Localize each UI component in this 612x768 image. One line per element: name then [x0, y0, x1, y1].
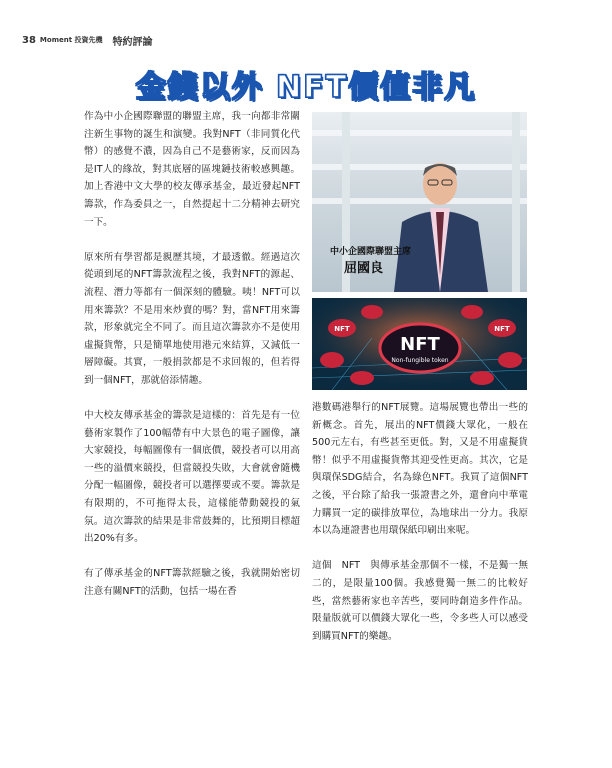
- section-label: 特約評論: [112, 36, 153, 48]
- caption-role: 中小企國際聯盟主席: [330, 247, 412, 257]
- article-title: 金錢以外 NFT價值非凡: [135, 70, 477, 105]
- nft-sub-label: Non-fungible token: [391, 357, 449, 364]
- article-paragraph: 港數碼港舉行的NFT展覽。這場展覽也帶出一些的新概念。首先，展出的NFT價錢大眾化，一般在500元左右，有些甚至更低。對，又是不用虛擬貨幣！似乎不用虛擬貨幣其迎受性更高。其次，它是與環保SDG結合，名為綠色NFT。我買了這個NFT之後，平台除了給我一張證書之外，還會向中華電力購買一定的碳排放單位，為地球出一分力。我原本以為連證書也用環保紙印刷出來呢。: [312, 402, 528, 537]
- caption-name: 屈國良: [344, 261, 384, 276]
- article-paragraph: 有了傳承基金的NFT籌款經驗之後，我就開始密切注意有關NFT的活動，包括一場在香: [84, 568, 300, 598]
- article-paragraph: 原來所有學習都是親歷其境，才最透徹。經過這次從頭到尾的NFT籌款流程之後，我對NFT的源起、流程、潛力等都有一個深刻的體驗。咦！NFT可以用來籌款？不是用來炒賣的嗎？對，當NFT用來籌款，形象就完全不同了。而且這次籌款亦不是使用虛擬貨幣，只是簡單地使用港元來結算，又減低一層障礙。其實，一般捐款都是不求回報的，但若得到一個NFT，那就倍添情趣。: [84, 251, 300, 386]
- nft-illustration: [312, 298, 527, 390]
- page-header: [22, 33, 153, 47]
- page-number: 38: [22, 34, 36, 46]
- photo-caption: [330, 244, 450, 276]
- nft-main-label: NFT: [400, 334, 440, 355]
- magazine-brand: Moment 投資先機: [39, 36, 103, 44]
- portrait-photo: [312, 112, 527, 292]
- article-left-column: [84, 108, 300, 618]
- coin-label: NFT: [334, 325, 350, 333]
- article-paragraph: 作為中小企國際聯盟的聯盟主席，我一向都非常關注新生事物的誕生和演變。我對NFT（非同質化代幣）的感覺不濃，因為自己不是藝術家，反而因為是IT人的緣故，對其底層的區塊鏈技術較感興趣。加上香港中文大學的校友傳承基金，最近發起NFT籌款，作為委員之一，自然提起十二分精神去研究一下。: [84, 111, 300, 228]
- article-paragraph: 中大校友傳承基金的籌款是這樣的：首先是有一位藝術家製作了100幅帶有中大景色的電子圖像，讓大家競投，每幅圖像有一個底價，競投者可以用高一些的溢價來競投，但當競投失敗，大會就會隨機分配一幅圖像，競投者可以選擇要或不要。籌款是有限期的，不可拖得太長，這樣能帶動競投的氣氛。這次籌款的結果是非常鼓舞的，比預期目標超出20%有多。: [84, 410, 300, 545]
- coin-label: NFT: [494, 325, 510, 333]
- article-paragraph: 這個 NFT 與傳承基金那個不一樣，不是獨一無二的，是限量100個。我感覺獨一無二的比較好些，當然藝術家也辛苦些，要同時創造多件作品。限量版就可以價錢大眾化一些，令多些人可以感受到購買NFT的樂趣。: [312, 560, 528, 642]
- article-right-column: [312, 399, 528, 663]
